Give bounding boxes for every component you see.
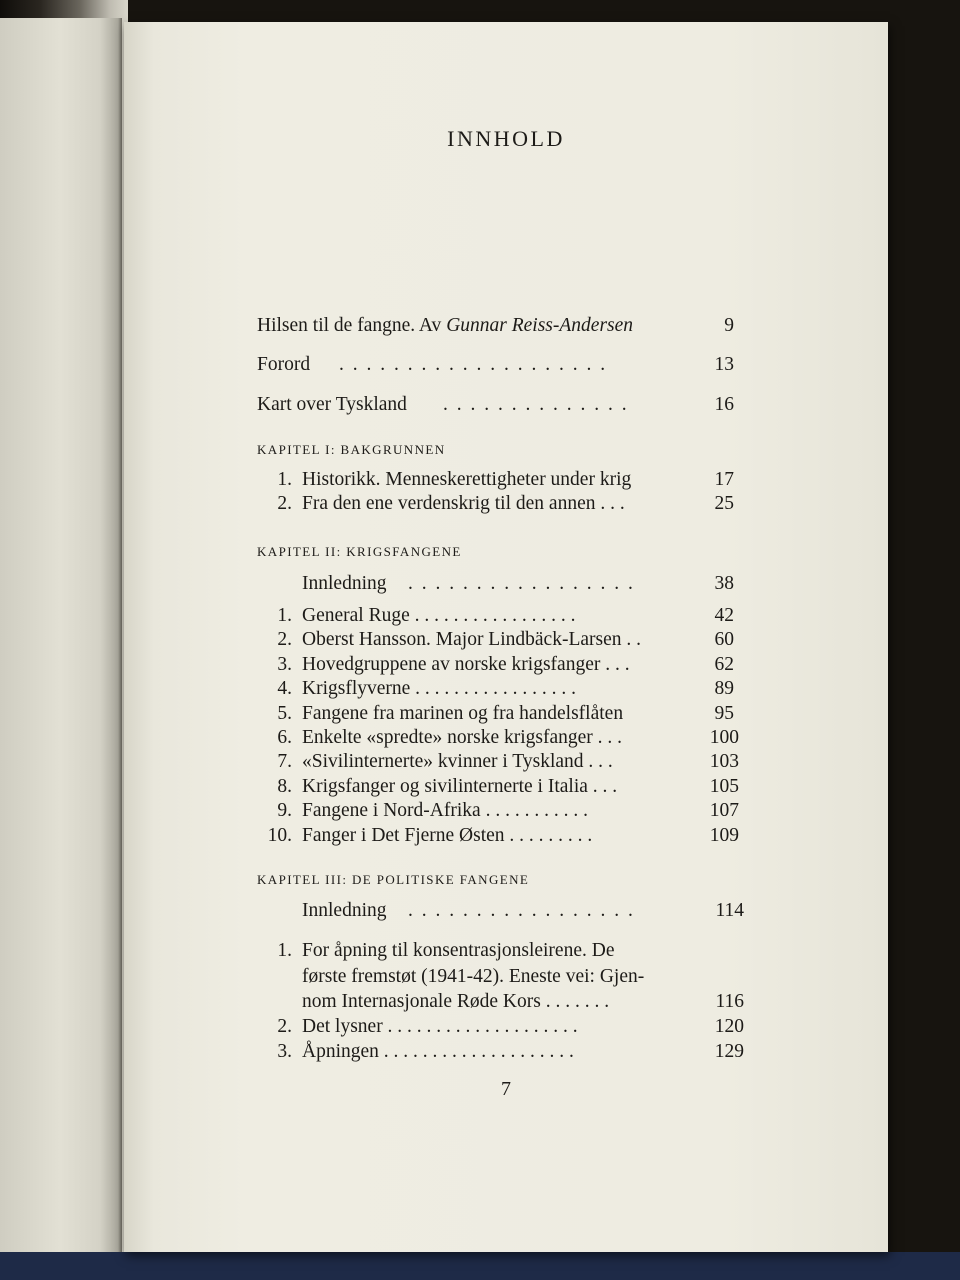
toc-entry-number: 7. bbox=[277, 751, 292, 772]
toc-page-number: 114 bbox=[715, 900, 744, 921]
book-cover-strip bbox=[0, 1252, 960, 1280]
toc-entry-text: Hovedgruppene av norske krigsfanger . . . bbox=[302, 654, 630, 675]
toc-entry-number: 10. bbox=[267, 825, 292, 846]
toc-entry-text: Krigsfanger og sivilinternerte i Italia . . . bbox=[302, 776, 618, 797]
toc-entry-author: Gunnar Reiss-Andersen bbox=[446, 315, 634, 336]
toc-page-number: 100 bbox=[709, 727, 739, 748]
toc-entry-line: For åpning til konsentrasjonsleirene. De bbox=[302, 940, 615, 961]
toc-leader-dots: . . . . . . . . . . . . . . . . . bbox=[408, 900, 635, 921]
toc-entry-hilsen bbox=[257, 314, 633, 338]
page-folio: 7 bbox=[501, 1078, 511, 1100]
toc-entry-number: 2. bbox=[277, 629, 292, 650]
toc-entry-number: 2. bbox=[277, 493, 292, 514]
toc-entry-text: Forord bbox=[257, 354, 311, 375]
toc-entry-number: 5. bbox=[277, 703, 292, 724]
toc-entry-number: 1. bbox=[277, 940, 292, 961]
toc-entry-innledning bbox=[302, 899, 635, 923]
toc-page-number: 60 bbox=[714, 629, 734, 650]
toc-page-number: 120 bbox=[714, 1016, 744, 1037]
toc-page-number: 129 bbox=[714, 1041, 744, 1062]
toc-entry-text: Oberst Hansson. Major Lindbäck-Larsen . . bbox=[302, 629, 641, 650]
toc-entry-text: Fra den ene verdenskrig til den annen . . . bbox=[302, 493, 625, 514]
toc-leader-dots: . . . . . . . . . . . . . . . . . bbox=[408, 573, 635, 594]
book-page bbox=[124, 22, 888, 1252]
toc-page-number: 107 bbox=[709, 800, 739, 821]
toc-entry-number: 1. bbox=[277, 605, 292, 626]
toc-entry-forord bbox=[257, 353, 608, 377]
toc-entry-line: nom Internasjonale Røde Kors . . . . . . . bbox=[302, 991, 610, 1012]
toc-page-number: 103 bbox=[709, 751, 739, 772]
toc-entry-number: 8. bbox=[277, 776, 292, 797]
toc-entry-line: første fremstøt (1941-42). Eneste vei: Gjen- bbox=[302, 966, 645, 987]
toc-entry-text: Åpningen . . . . . . . . . . . . . . . . . . . . bbox=[302, 1041, 574, 1062]
toc-entry-text: Fangene i Nord-Afrika . . . . . . . . . . . bbox=[302, 800, 588, 821]
chapter-heading: KAPITEL I: BAKGRUNNEN bbox=[257, 442, 446, 457]
page-title: INNHOLD bbox=[447, 126, 565, 151]
toc-entry-number: 4. bbox=[277, 678, 292, 699]
toc-entry-number: 9. bbox=[277, 800, 292, 821]
toc-page-number: 38 bbox=[714, 573, 734, 594]
toc-leader-dots: . . . . . . . . . . . . . . bbox=[443, 394, 629, 415]
toc-entry-text: Kart over Tyskland bbox=[257, 394, 407, 415]
toc-entry-text: Det lysner . . . . . . . . . . . . . . . . . . . . bbox=[302, 1016, 578, 1037]
toc-entry-text: Historikk. Menneskerettigheter under krig bbox=[302, 469, 632, 490]
toc-page-number: 116 bbox=[715, 991, 744, 1012]
toc-entry-text: Fangene fra marinen og fra handelsflåten bbox=[302, 703, 624, 724]
toc-entry-number: 1. bbox=[277, 469, 292, 490]
toc-entry-text: Krigsflyverne . . . . . . . . . . . . . . . . . bbox=[302, 678, 577, 699]
toc-entry-number: 3. bbox=[277, 1041, 292, 1062]
toc-page-number: 62 bbox=[714, 654, 734, 675]
toc-entry-number: 3. bbox=[277, 654, 292, 675]
toc-page-number: 25 bbox=[714, 493, 734, 514]
toc-entry-text: Innledning bbox=[302, 900, 387, 921]
toc-entry-number: 2. bbox=[277, 1016, 292, 1037]
toc-entry-text: Innledning bbox=[302, 573, 387, 594]
toc-page-number: 89 bbox=[714, 678, 734, 699]
toc-page-number: 95 bbox=[714, 703, 734, 724]
toc-leader-dots: . . . . . . . . . . . . . . . . . . . . bbox=[339, 354, 608, 375]
toc-page-number: 16 bbox=[714, 394, 734, 415]
toc-entry-innledning bbox=[302, 572, 635, 596]
chapter-heading: KAPITEL II: KRIGSFANGENE bbox=[257, 544, 462, 559]
toc-entry-text: Enkelte «spredte» norske krigsfanger . . . bbox=[302, 727, 623, 748]
toc-page-number: 105 bbox=[709, 776, 739, 797]
toc-entry-kart bbox=[257, 393, 629, 417]
toc-entry-number: 6. bbox=[277, 727, 292, 748]
toc-page-number: 109 bbox=[709, 825, 739, 846]
toc-page-number: 17 bbox=[714, 469, 734, 490]
toc-entry-text: «Sivilinternerte» kvinner i Tyskland . . . bbox=[302, 751, 613, 772]
facing-page-edge bbox=[0, 18, 122, 1258]
toc-entry-text: General Ruge . . . . . . . . . . . . . . . . . bbox=[302, 605, 576, 626]
toc-page-number: 13 bbox=[714, 354, 734, 375]
toc-page-number: 42 bbox=[714, 605, 734, 626]
toc-entry-text: Hilsen til de fangne. Av bbox=[257, 315, 447, 336]
toc-entry-text: Fanger i Det Fjerne Østen . . . . . . . . . bbox=[302, 825, 593, 846]
chapter-heading: KAPITEL III: DE POLITISKE FANGENE bbox=[257, 872, 530, 887]
toc-page-number: 9 bbox=[724, 315, 734, 336]
